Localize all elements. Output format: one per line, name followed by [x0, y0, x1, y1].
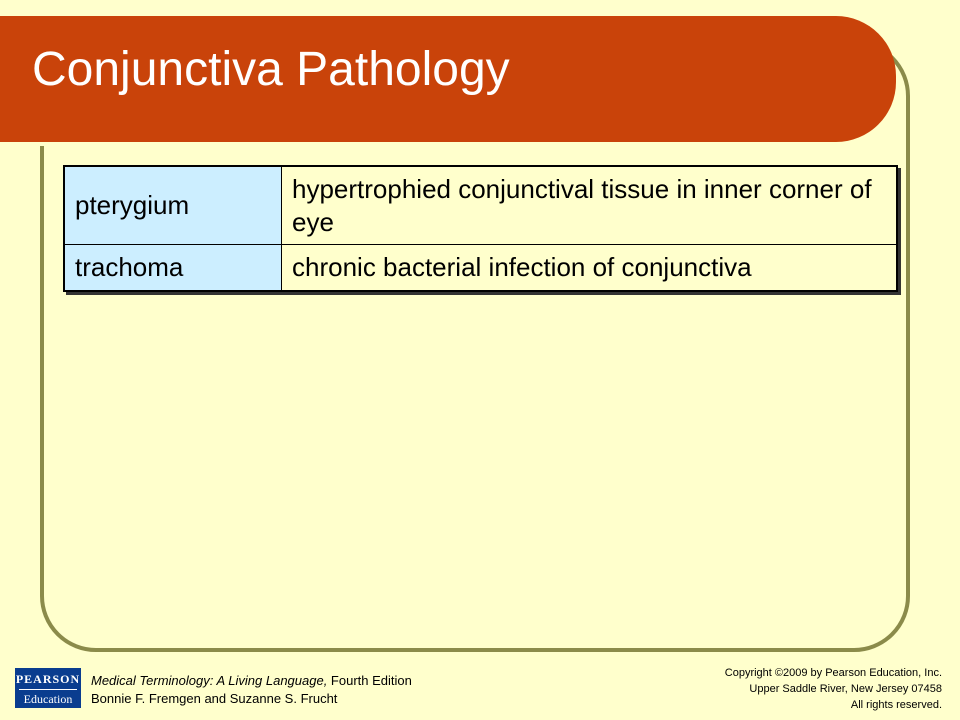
definition-cell: chronic bacterial infection of conjunctiva — [282, 245, 898, 291]
logo-line1: PEARSON — [15, 672, 81, 686]
citation-line1 — [91, 672, 412, 690]
table-row — [64, 166, 897, 245]
copyright-notice — [725, 665, 942, 713]
book-citation — [91, 672, 412, 708]
definition-cell: hypertrophied conjunctival tissue in inner corner of eye — [282, 166, 898, 245]
table-row — [64, 245, 897, 291]
pearson-logo — [15, 668, 81, 708]
book-edition: Fourth Edition — [327, 673, 412, 688]
title-underline — [0, 142, 848, 146]
book-title: Medical Terminology: A Living Language, — [91, 673, 328, 688]
slide-title: Conjunctiva Pathology — [32, 43, 510, 96]
copyright-line1: Copyright ©2009 by Pearson Education, Inc. — [724, 667, 942, 679]
term-cell: pterygium — [64, 166, 282, 245]
term-cell: trachoma — [64, 245, 282, 291]
logo-line2: Education — [23, 692, 73, 706]
logo-divider — [19, 689, 77, 690]
copyright-line2: Upper Saddle River, New Jersey 07458 — [749, 683, 942, 695]
book-authors: Bonnie F. Fremgen and Suzanne S. Frucht — [91, 691, 338, 706]
copyright-line3: All rights reserved. — [850, 699, 942, 711]
pathology-table — [63, 165, 898, 292]
